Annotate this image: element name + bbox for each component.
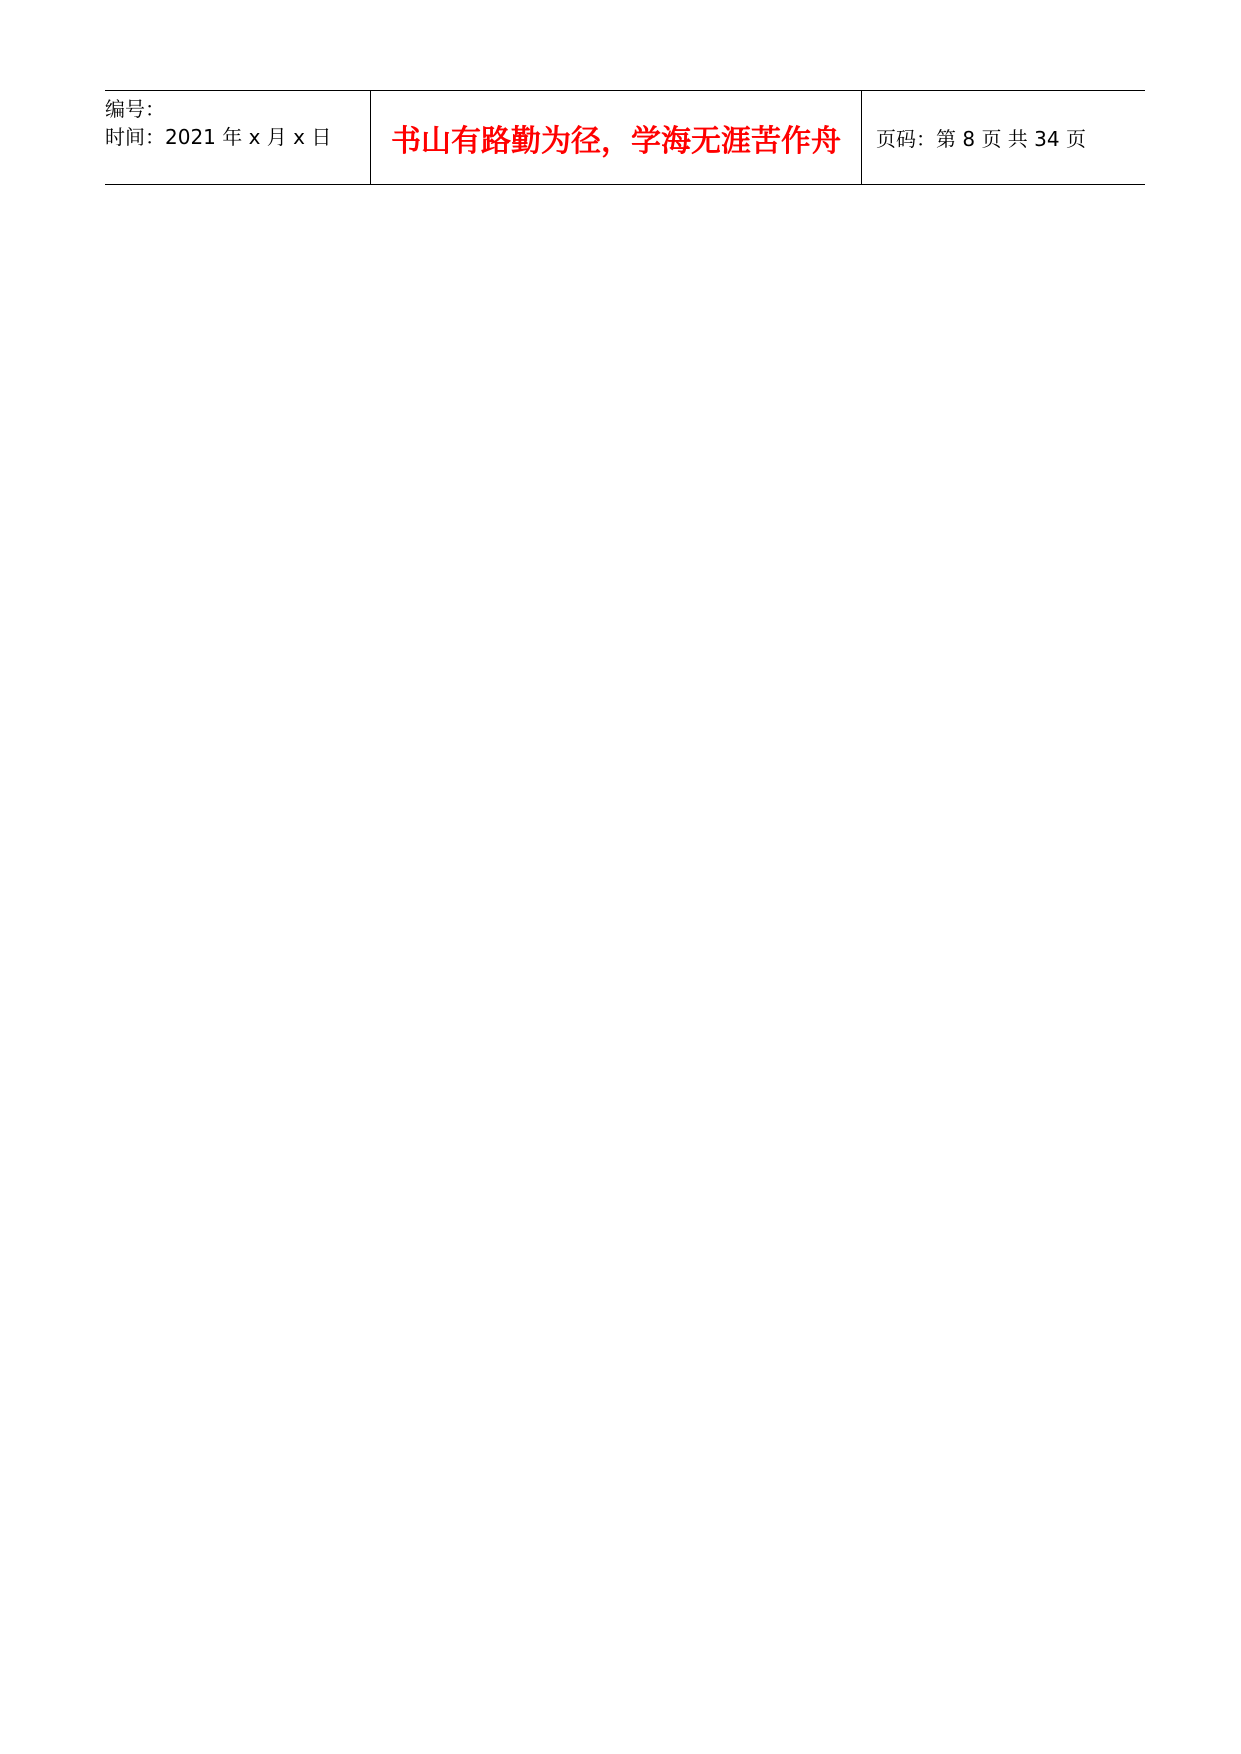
page-header: [105, 90, 1145, 185]
serial-label: 编号：: [105, 97, 165, 121]
page-counter: 页码：第 8 页 共 34 页: [876, 127, 1086, 151]
time-label: 时间：2021 年 x 月 x 日: [105, 125, 332, 149]
motto-banner: 书山有路勤为径，学海无涯苦作舟: [370, 91, 862, 184]
header-info-cell: [105, 91, 370, 184]
